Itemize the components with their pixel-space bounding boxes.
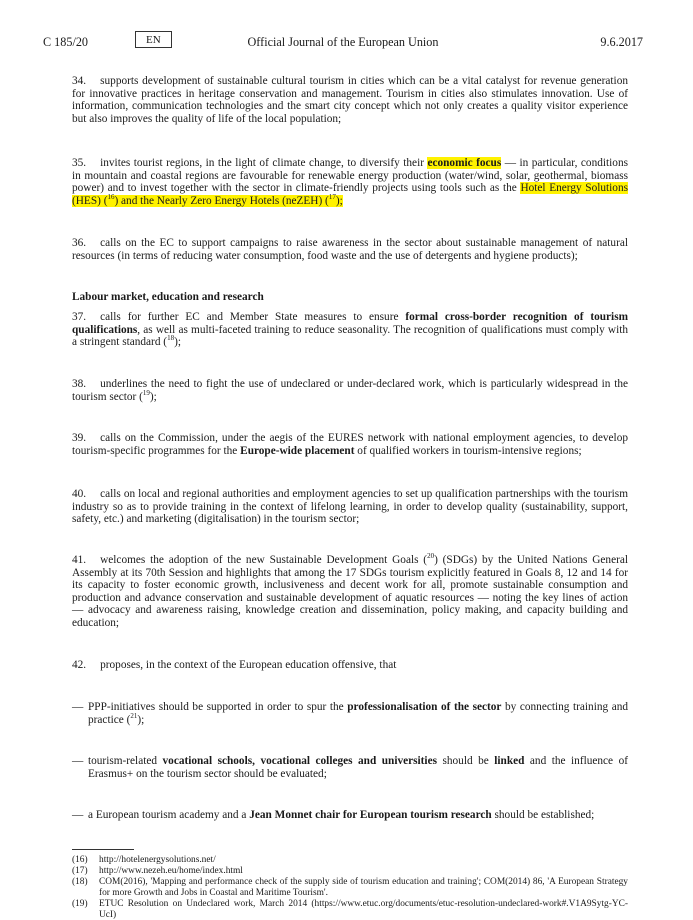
- paragraph-number: 34.: [72, 75, 87, 87]
- paragraph-text: welcomes the adoption of the new Sustainable Development Goals (: [100, 554, 428, 566]
- paragraph-number: 37.: [72, 311, 87, 323]
- paragraph-text: calls on local and regional authorities and employment agencies to set up qualification partnerships with the tourism industry so as to provide training in the context of lifelong learning, in order to develop quality (sustainability, support, safety, etc.) and marketing (digitalisation) in the tourism sector;: [72, 488, 628, 526]
- section-heading: Labour market, education and research: [72, 291, 264, 303]
- bold-text: vocational schools, vocational colleges and universities: [162, 755, 437, 767]
- footnote-ref-18[interactable]: 18: [167, 334, 175, 343]
- paragraph-text: — in particular, conditions in mountain and coastal regions are favourable for renewable energy production (water/wind, solar, geothermal, biomass power) and to invest together with the sector in climate-friendly projects using tools such as the: [72, 157, 628, 195]
- paragraph-39: [72, 432, 628, 457]
- paragraph-number: 38.: [72, 378, 87, 390]
- dash-marker: —: [72, 809, 84, 821]
- paragraph-text: , as well as multi-faceted training to reduce seasonality. The recognition of qualifications must comply with a stringent standard (: [72, 323, 628, 349]
- bold-text: professionalisation of the sector: [347, 701, 502, 713]
- list-item: — tourism-related vocational schools, vocational colleges and universities should be linked and the influence of Erasmus+ on the tourism sector should be evaluated;: [72, 755, 628, 780]
- footnote-17: [72, 866, 628, 877]
- list-item: — a European tourism academy and a Jean Monnet chair for European tourism research should be established;: [72, 809, 595, 821]
- footnote-16: [72, 855, 628, 866]
- paragraph-41: [72, 554, 628, 630]
- journal-title: Official Journal of the European Union: [247, 35, 439, 49]
- footnote-text: ETUC Resolution on Undeclared work, March 2014 (https://www.etuc.org/documents/etuc-resolution-undeclared-work#.V1A9Sytg-YC-UcI): [99, 899, 628, 920]
- paragraph-35: [72, 157, 628, 207]
- paragraph-number: 40.: [72, 488, 87, 500]
- language-badge: EN: [135, 31, 172, 48]
- paragraph-number: 35.: [72, 157, 87, 169]
- paragraph-text: supports development of sustainable cultural tourism in cities which can be a vital catalyst for revenue generation for innovative practices in heritage conservation and management. Tourism in cities also stimulates innovation. Use of information, communication technologies and the smart city concept which not only creates a quality visitor experience but also improves the quality of life of the local population;: [72, 75, 628, 125]
- paragraph-38: 38. underlines the need to fight the use of undeclared or under-declared work, which is particularly widespread in the tourism sector ($^{19}$);: [72, 378, 628, 403]
- footnote-ref-21[interactable]: 21: [130, 711, 138, 720]
- paragraph-number: 39.: [72, 432, 87, 444]
- paragraph-text: calls for further EC and Member State measures to ensure: [100, 311, 406, 323]
- footnote-ref-17[interactable]: 17: [328, 193, 336, 202]
- highlighted-text: Hotel Energy Solutions (HES) ($^{16}$) and the Nearly Zero Energy Hotels (neZEH) ($^{17}$);: [72, 182, 628, 207]
- publication-date: 9.6.2017: [600, 35, 643, 49]
- dash-marker: —: [72, 701, 84, 713]
- highlighted-bold-text: economic focus: [427, 157, 502, 169]
- paragraph-text: underlines the need to fight the use of undeclared or under-declared work, which is particularly widespread in the tourism sector (: [72, 378, 628, 403]
- footnote-18: [72, 877, 628, 898]
- footnote-mark: (17): [72, 866, 88, 876]
- paragraph-number: 42.: [72, 659, 87, 671]
- bold-text: linked: [494, 755, 525, 767]
- footnote-ref-20[interactable]: 20: [427, 552, 435, 561]
- footnote-link[interactable]: http://hotelenergysolutions.net/: [99, 855, 216, 865]
- page-header: [43, 35, 643, 53]
- paragraph-42: [72, 659, 628, 672]
- footnote-text: COM(2016), 'Mapping and performance check of the supply side of tourism education and training'; COM(2014) 86, 'A European Strategy for more Growth and Jobs in Coastal and Maritime Tourism'.: [99, 877, 628, 898]
- footnote-ref-16[interactable]: 16: [107, 193, 115, 202]
- paragraph-text: ) (SDGs) by the United Nations General Assembly at its 70th Session and highlights that among the 17 SDGs tourism explicitly featured in Goals 8, 12 and 14 for its capacity to foster economic growth, inclusiveness and decent work for all, promote sustainable consumption and production and advance conservation and sustainable development of aquatic resources — noting the key lines of action — advocacy and awareness raising, knowledge creation and dissemination, policy making, and capacity building and education;: [72, 554, 628, 629]
- paragraph-text: of qualified workers in tourism-intensive regions;: [354, 444, 582, 457]
- dash-marker: —: [72, 755, 84, 767]
- footnote-19: [72, 899, 628, 920]
- paragraph-34: [72, 75, 628, 125]
- footnote-link[interactable]: http://www.nezeh.eu/home/index.html: [99, 866, 243, 876]
- paragraph-36: [72, 237, 628, 262]
- paragraph-text: invites tourist regions, in the light of climate change, to diversify their: [100, 157, 428, 169]
- footnote-mark: (19): [72, 899, 88, 909]
- footnote-mark: (16): [72, 855, 88, 865]
- footnote-mark: (18): [72, 877, 88, 887]
- paragraph-text: calls on the EC to support campaigns to raise awareness in the sector about sustainable management of natural resources (in terms of reducing water consumption, food waste and the use of detergents and hygiene products);: [72, 237, 628, 262]
- list-item: — PPP-initiatives should be supported in order to spur the professionalisation of the sector by connecting training and practice ($^{21}$);: [72, 701, 629, 726]
- bold-text: formal cross-border recognition of tourism qualifications: [72, 311, 628, 336]
- journal-reference: C 185/20: [43, 35, 89, 49]
- paragraph-number: 36.: [72, 237, 87, 249]
- paragraph-37: 37. calls for further EC and Member State measures to ensure formal cross-border recognition of tourism qualifications, as well as multi-faceted training to reduce seasonality. The recognition of qualifications must comply with a stringent standard ($^{18}$);: [72, 311, 628, 349]
- paragraph-40: [72, 488, 628, 526]
- footnote-divider: [72, 849, 134, 850]
- bold-text: Jean Monnet chair for European tourism research: [249, 809, 492, 821]
- bold-text: Europe-wide placement: [240, 444, 355, 457]
- paragraph-text: proposes, in the context of the European education offensive, that: [100, 659, 397, 671]
- footnote-ref-19[interactable]: 19: [142, 388, 150, 397]
- paragraph-number: 41.: [72, 554, 87, 566]
- paragraph-text: calls on the Commission, under the aegis of the EURES network with national employment agencies, to develop tourism-specific programmes for the: [72, 432, 628, 457]
